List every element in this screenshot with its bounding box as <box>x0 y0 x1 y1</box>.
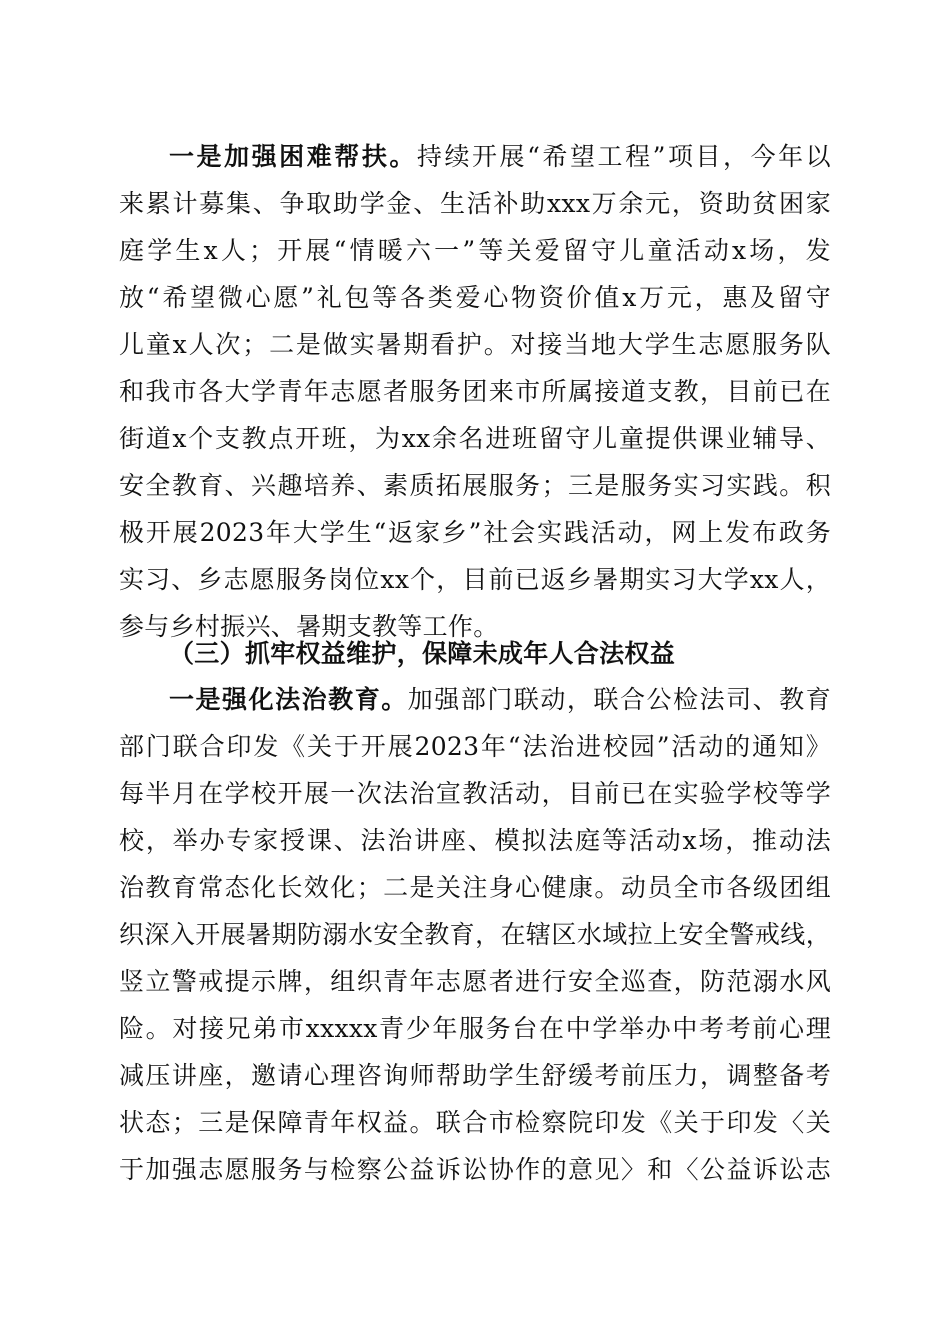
paragraph-line: 减压讲座，邀请心理咨询师帮助学生舒缓考前压力，调整备考 <box>119 1061 831 1090</box>
paragraph-line: 竖立警戒提示牌，组织青年志愿者进行安全巡查，防范溺水风 <box>119 967 831 996</box>
paragraph-line: 于加强志愿服务与检察公益诉讼协作的意见〉和〈公益诉讼志 <box>119 1155 831 1184</box>
paragraph-line: 织深入开展暑期防溺水安全教育，在辖区水域拉上安全警戒线， <box>119 920 831 949</box>
paragraph-line: 实习、乡志愿服务岗位xx个，目前已返乡暑期实习大学xx人， <box>119 565 831 594</box>
paragraph-line: 庭学生x人；开展“情暖六一”等关爱留守儿童活动x场，发 <box>119 236 831 265</box>
paragraph-difficulty-assistance <box>119 133 831 650</box>
paragraph-line: 和我市各大学青年志愿者服务团来市所属接道支教，目前已在 <box>119 377 831 406</box>
paragraph-text: 加强部门联动，联合公检法司、教育 <box>407 685 831 714</box>
paragraph-line: 校，举办专家授课、法治讲座、模拟法庭等活动x场，推动法 <box>119 826 831 855</box>
paragraph-line: 部门联合印发《关于开展2023年“法治进校园”活动的通知》 <box>119 732 831 761</box>
paragraph-first-line <box>119 676 831 723</box>
paragraph-line: 安全教育、兴趣培养、素质拓展服务；三是服务实习实践。积 <box>119 471 831 500</box>
paragraph-line: 儿童x人次；二是做实暑期看护。对接当地大学生志愿服务队 <box>119 330 831 359</box>
paragraph-line: 险。对接兄弟市xxxxx青少年服务台在中学举办中考考前心理 <box>119 1014 831 1043</box>
paragraph-text: 持续开展“希望工程”项目，今年以 <box>416 142 831 171</box>
section-heading-block <box>119 630 831 677</box>
paragraph-line: 治教育常态化长效化；二是关注身心健康。动员全市各级团组 <box>119 873 831 902</box>
paragraph-line: 街道x个支教点开班，为xx余名进班留守儿童提供课业辅导、 <box>119 424 831 453</box>
paragraph-legal-education <box>119 676 831 1193</box>
paragraph-line: 极开展2023年大学生“返家乡”社会实践活动，网上发布政务 <box>119 518 831 547</box>
paragraph-lead: 一是强化法治教育。 <box>169 685 408 714</box>
paragraph-line: 来累计募集、争取助学金、生活补助xxx万余元，资助贫困家 <box>119 189 831 218</box>
paragraph-line: 状态；三是保障青年权益。联合市检察院印发《关于印发〈关 <box>119 1108 831 1137</box>
paragraph-line: 每半月在学校开展一次法治宣教活动，目前已在实验学校等学 <box>119 779 831 808</box>
section-heading: （三）抓牢权益维护，保障未成年人合法权益 <box>169 639 676 668</box>
paragraph-line: 放“希望微心愿”礼包等各类爱心物资价值x万元，惠及留守 <box>119 283 831 312</box>
paragraph-last-line: 参与乡村振兴、暑期支教等工作。 <box>119 612 499 641</box>
paragraph-lead: 一是加强困难帮扶。 <box>169 142 417 171</box>
paragraph-first-line <box>119 133 831 180</box>
